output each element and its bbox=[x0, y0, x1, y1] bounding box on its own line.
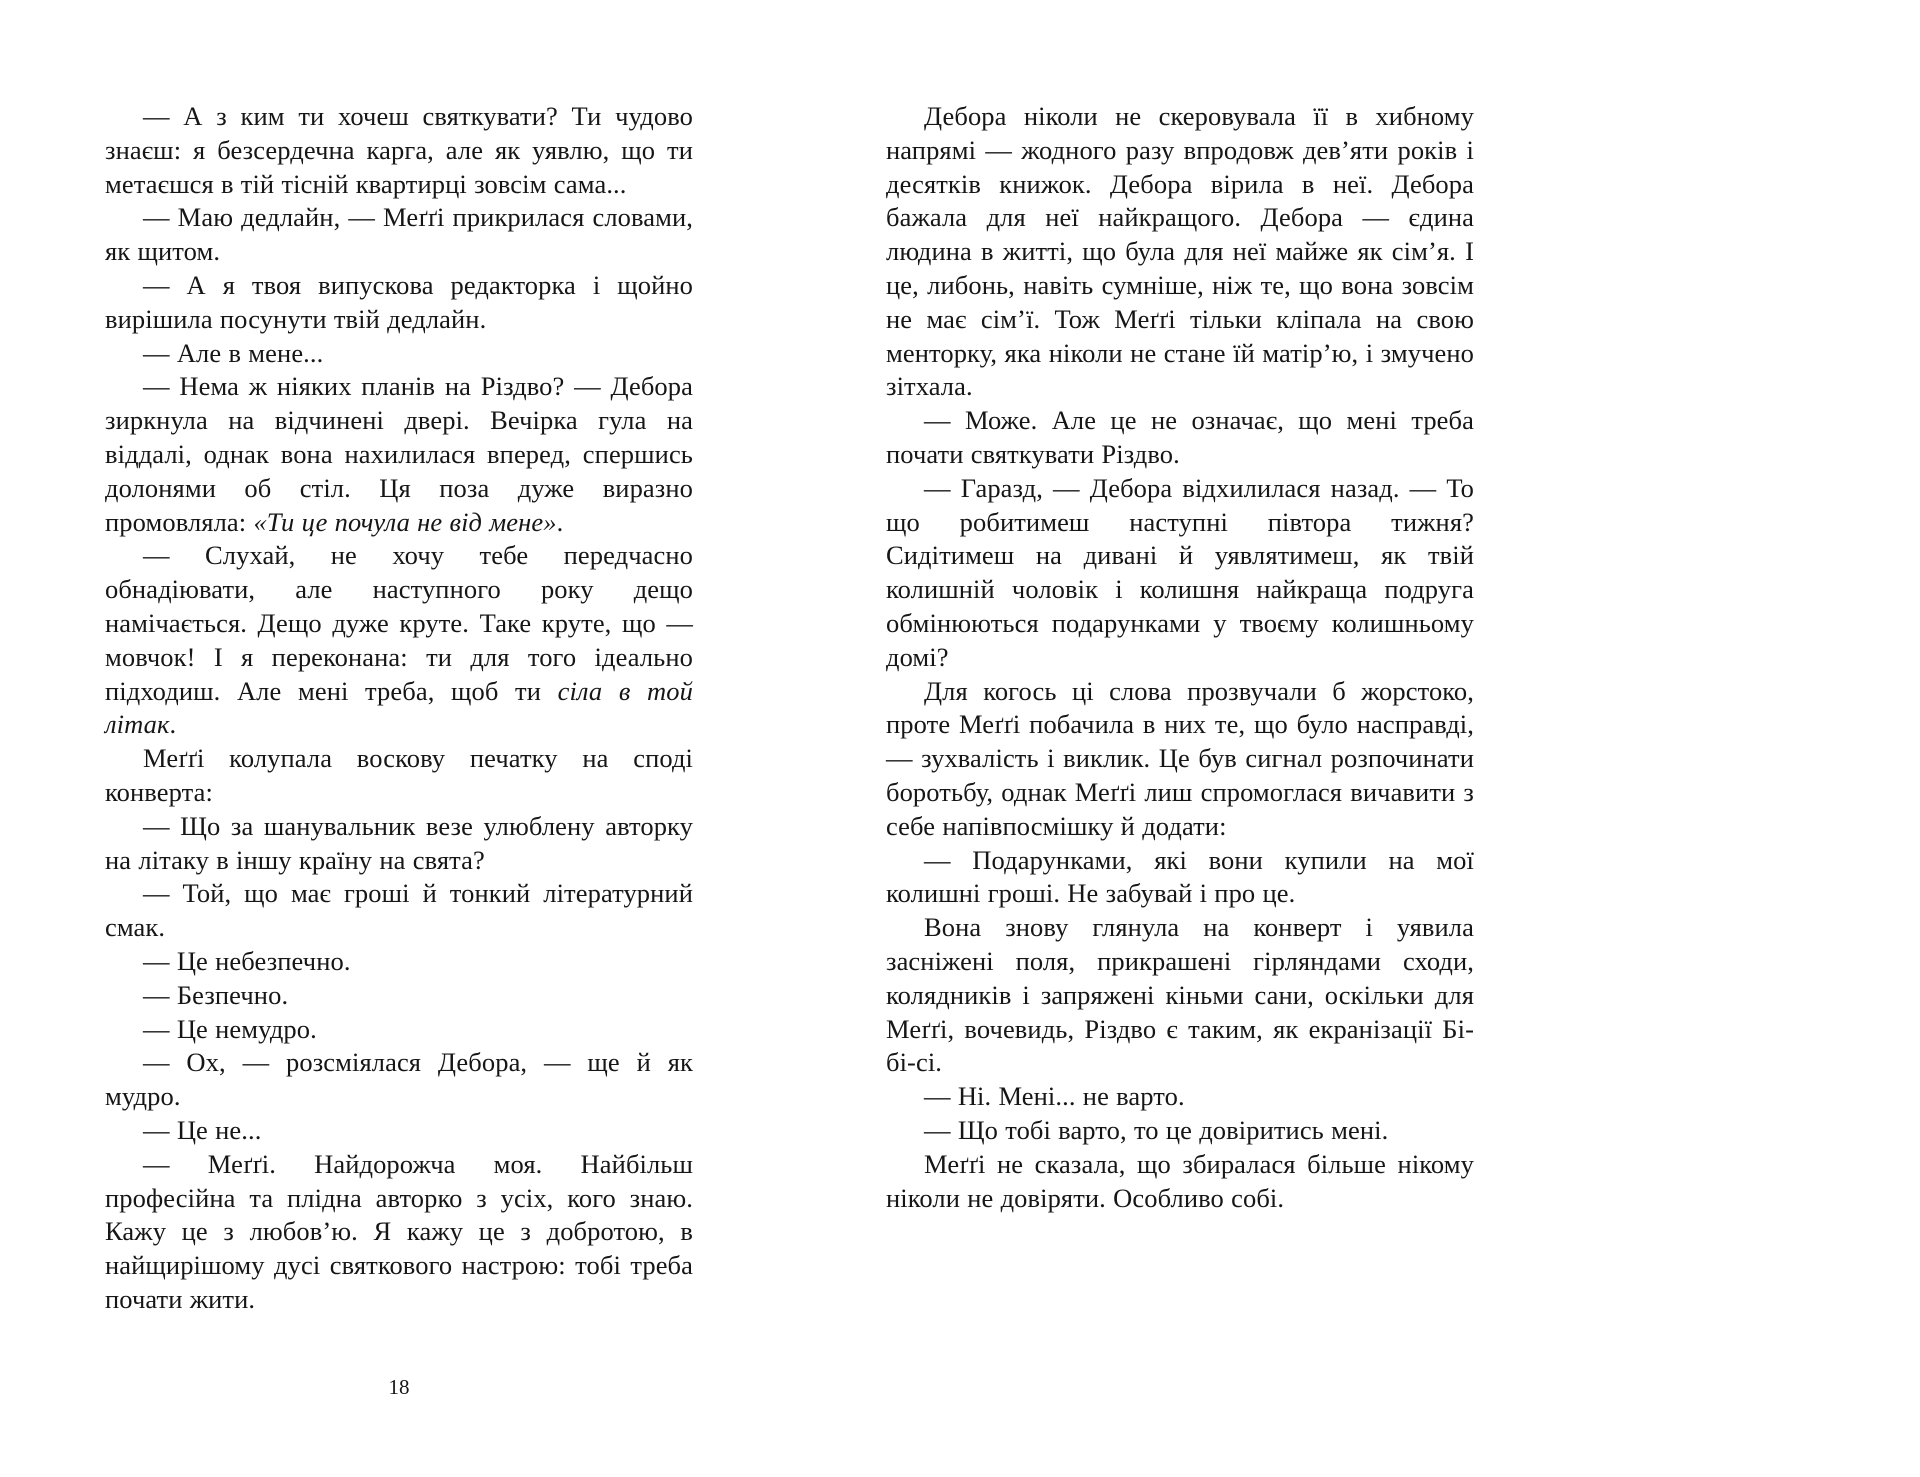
text-run: — Що тобі варто, то це довіритись мені. bbox=[924, 1114, 1389, 1145]
paragraph bbox=[886, 1114, 1474, 1148]
paragraph bbox=[886, 404, 1474, 472]
paragraph bbox=[105, 742, 693, 810]
paragraph bbox=[105, 539, 693, 742]
paragraph bbox=[886, 1080, 1474, 1114]
paragraph bbox=[886, 844, 1474, 912]
text-run: — Безпечно. bbox=[143, 979, 289, 1010]
paragraph bbox=[105, 1046, 693, 1114]
paragraph bbox=[105, 1013, 693, 1047]
paragraph bbox=[105, 337, 693, 371]
text-run: — Маю дедлайн, — Меґґі прикрилася словами, як щитом. bbox=[105, 202, 693, 267]
text-run: — Це небезпечно. bbox=[143, 945, 351, 976]
paragraph bbox=[886, 472, 1474, 675]
paragraph bbox=[886, 911, 1474, 1080]
text-run: — Ох, — розсміялася Дебора, — ще й як мудро. bbox=[105, 1047, 693, 1112]
text-run: — Ні. Мені... не варто. bbox=[924, 1081, 1185, 1112]
paragraph bbox=[105, 1114, 693, 1148]
text-run: — Той, що має гроші й тонкий літературний смак. bbox=[105, 878, 693, 943]
text-run: — Це не... bbox=[143, 1114, 262, 1145]
paragraph bbox=[105, 201, 693, 269]
paragraph bbox=[105, 877, 693, 945]
right-page-text bbox=[886, 100, 1474, 1215]
paragraph bbox=[105, 100, 693, 201]
italic-text-run: сіла в той літак bbox=[105, 675, 693, 740]
italic-text-run: «Ти це почула не від мене» bbox=[253, 506, 557, 537]
text-run: — Може. Але це не означає, що мені треба почати святкувати Різдво. bbox=[886, 405, 1474, 469]
text-run: — Слухай, не хочу тебе передчасно обнадіювати, але наступного року дещо намічається. Дещо дуже круте. Таке круте, що — мовчок! І я переконана: ти для того ідеально підходиш. Але мені треба, щоб ти bbox=[105, 540, 693, 706]
text-run: . bbox=[556, 506, 564, 537]
text-run: — Це немудро. bbox=[143, 1013, 317, 1044]
paragraph bbox=[105, 810, 693, 878]
text-run: Дебора ніколи не скеровувала її в хибному напрямі — жодного разу впродовж дев’яти років і десятків книжок. Дебора вірила в неї. Дебора бажала для неї найкращого. Дебора — єдина людина в житті, що була для неї майже як сім’я. І це, либонь, навіть сумніше, ніж те, що вона зовсім не має сім’ї. Тож Меґґі тільки кліпала на свою менторку, яка ніколи не стане їй матір’ю, і змучено зітхала. bbox=[886, 101, 1474, 402]
right-page bbox=[886, 100, 1474, 1215]
text-run: — Нема ж ніяких планів на Різдво? — Дебора зиркнула на відчинені двері. Вечірка гула на віддалі, однак вона нахилилася вперед, спершись долонями об стіл. Ця поза дуже виразно промовляла: bbox=[105, 371, 693, 537]
paragraph bbox=[886, 100, 1474, 404]
paragraph bbox=[105, 370, 693, 539]
text-run: — Подарунками, які вони купили на мої колишні гроші. Не забувай і про це. bbox=[886, 844, 1474, 909]
paragraph bbox=[105, 269, 693, 337]
page-number: 18 bbox=[388, 1374, 410, 1399]
paragraph bbox=[105, 945, 693, 979]
text-run: — А я твоя випускова редакторка і щойно вирішила посунути твій дедлайн. bbox=[105, 269, 693, 334]
left-page bbox=[105, 100, 693, 1400]
paragraph bbox=[886, 1148, 1474, 1216]
paragraph bbox=[886, 675, 1474, 844]
text-run: Меґґі не сказала, що збиралася більше нікому ніколи не довіряти. Особливо собі. bbox=[886, 1148, 1474, 1213]
text-run: — Гаразд, — Дебора відхилилася назад. — То що робитимеш наступні півтора тижня? Сидітимеш на дивані й уявлятимеш, як твій колишній чоловік і колишня найкраща подруга обмінюються подарунками у твоєму колишньому домі? bbox=[886, 472, 1474, 672]
paragraph bbox=[105, 1148, 693, 1317]
text-run: Для когось ці слова прозвучали б жорстоко, проте Меґґі побачила в них те, що було насправді, — зухвалість і виклик. Це був сигнал розпочинати боротьбу, однак Меґґі лиш спромоглася вичавити з себе напівпосмішку й додати: bbox=[886, 675, 1474, 841]
text-run: — А з ким ти хочеш святкувати? Ти чудово знаєш: я безсердечна карга, але як уявлю, що ти метаєшся в тій тісній квартирці зовсім сама... bbox=[105, 101, 693, 199]
text-run: — Що за шанувальник везе улюблену авторку на літаку в іншу країну на свята? bbox=[105, 810, 693, 875]
text-run: Меґґі колупала воскову печатку на споді конверта: bbox=[105, 743, 693, 807]
paragraph bbox=[105, 979, 693, 1013]
text-run: — Але в мене... bbox=[143, 337, 324, 368]
text-run: — Меґґі. Найдорожча моя. Найбільш професійна та плідна авторко з усіх, кого знаю. Кажу це з любов’ю. Я кажу це з добротою, в найщирішому дусі святкового настрою: тобі треба почати жити. bbox=[105, 1148, 693, 1314]
text-run: Вона знову глянула на конверт і уявила засніжені поля, прикрашені гірляндами сходи, колядників і запряжені кіньми сани, оскільки для Меґґі, вочевидь, Різдво є таким, як екранізації Бі-бі-сі. bbox=[886, 912, 1474, 1078]
text-run: . bbox=[169, 709, 177, 740]
left-page-text bbox=[105, 100, 693, 1317]
